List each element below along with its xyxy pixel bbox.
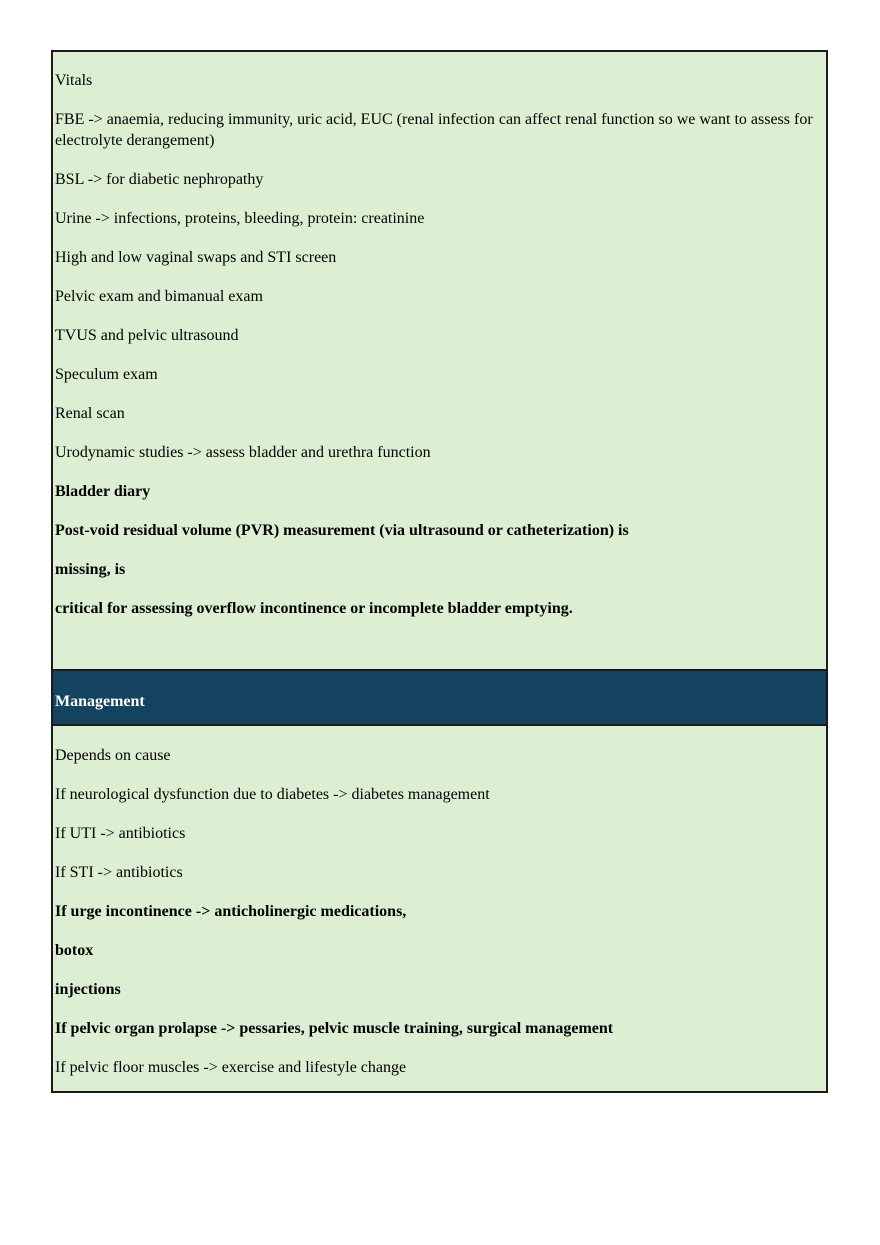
management-header: Management (53, 671, 826, 726)
investigation-line: Speculum exam (55, 366, 158, 383)
notes-table (51, 50, 828, 1093)
management-line-emphasis: If pelvic organ prolapse -> pessaries, pelvic muscle training, surgical management (55, 1020, 614, 1037)
investigation-line: Renal scan (55, 405, 125, 422)
management-line-emphasis: botox (55, 942, 94, 959)
investigation-line: BSL -> for diabetic nephropathy (55, 171, 264, 188)
investigation-line: Vitals (55, 72, 93, 89)
management-section (53, 726, 826, 1091)
management-line: Depends on cause (55, 747, 171, 764)
investigation-line-emphasis: Post-void residual volume (PVR) measurement (via ultrasound or catheterization) is (55, 522, 629, 539)
investigations-section (53, 52, 826, 671)
investigation-line: Pelvic exam and bimanual exam (55, 288, 263, 305)
investigation-line: Urodynamic studies -> assess bladder and urethra function (55, 444, 431, 461)
management-line-emphasis: injections (55, 981, 121, 998)
investigation-line: FBE -> anaemia, reducing immunity, uric acid, EUC (renal infection can affect renal function so we want to assess for electrolyte derangement) (55, 111, 813, 149)
investigation-line-emphasis: Bladder diary (55, 483, 151, 500)
investigation-line-emphasis: missing, is (55, 561, 126, 578)
management-line: If STI -> antibiotics (55, 864, 183, 881)
investigation-line: Urine -> infections, proteins, bleeding, protein: creatinine (55, 210, 425, 227)
investigation-line: High and low vaginal swaps and STI screen (55, 249, 337, 266)
management-line-emphasis: If urge incontinence -> anticholinergic medications, (55, 903, 407, 920)
investigation-line: TVUS and pelvic ultrasound (55, 327, 239, 344)
management-line: If neurological dysfunction due to diabetes -> diabetes management (55, 786, 490, 803)
management-line: If pelvic floor muscles -> exercise and lifestyle change (55, 1059, 407, 1076)
investigation-line-emphasis: critical for assessing overflow incontinence or incomplete bladder emptying. (55, 600, 573, 617)
management-line: If UTI -> antibiotics (55, 825, 186, 842)
